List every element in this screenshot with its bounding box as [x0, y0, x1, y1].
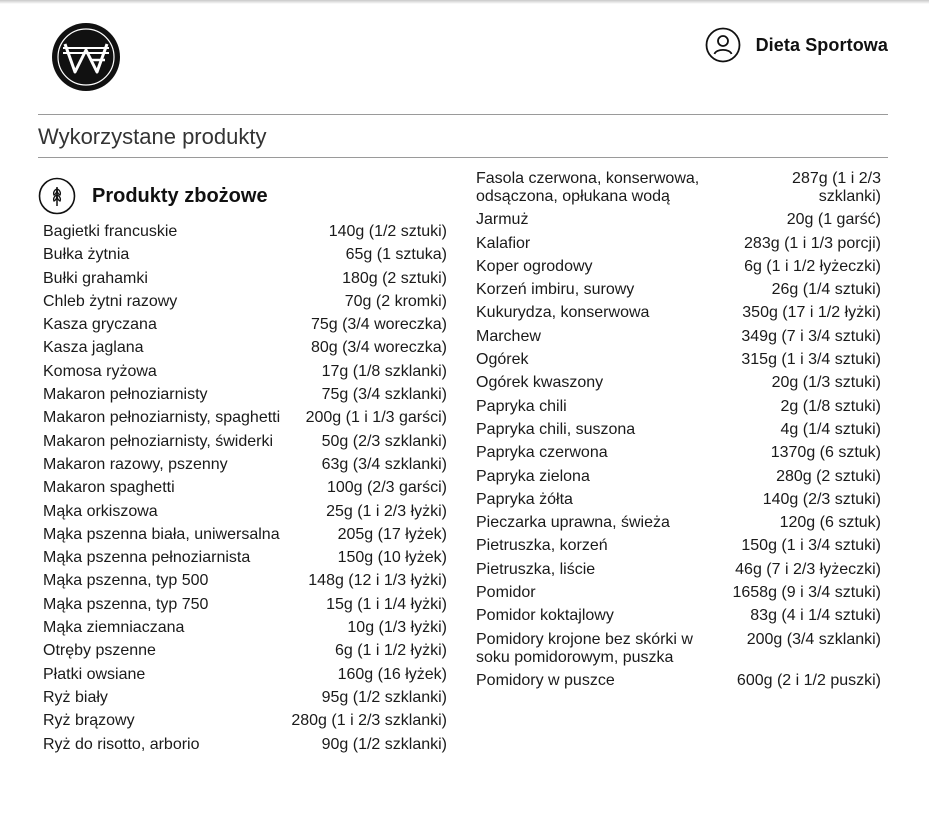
product-row: [43, 386, 447, 404]
product-name: Pomidor: [476, 584, 536, 602]
product-name: Makaron pełnoziarnisty, spaghetti: [43, 409, 281, 427]
product-name: Mąka ziemniaczana: [43, 619, 185, 637]
product-name: Pomidory krojone bez skórki w soku pomidorowym, puszka: [476, 630, 693, 666]
product-row: [476, 584, 881, 602]
product-quantity: 4g (1/4 sztuki): [780, 420, 881, 438]
product-quantity: 63g (3/4 szklanki): [321, 455, 447, 473]
product-row: [476, 304, 881, 322]
product-name: Otręby pszenne: [43, 642, 156, 660]
product-row: [476, 672, 881, 690]
product-quantity: 1370g (6 sztuk): [770, 444, 881, 462]
product-name: Mąka pszenna biała, uniwersalna: [43, 525, 280, 543]
product-name: Kukurydza, konserwowa: [476, 304, 650, 322]
product-quantity: 80g (3/4 woreczka): [310, 339, 447, 357]
product-row: [43, 433, 447, 451]
product-quantity: 6g (1 i 1/2 łyżeczki): [744, 257, 881, 275]
product-name: Bułki grahamki: [43, 269, 148, 287]
product-quantity: 65g (1 sztuka): [345, 246, 447, 264]
product-name: Papryka zielona: [476, 467, 590, 485]
product-quantity: 1658g (9 i 3/4 sztuki): [732, 584, 881, 602]
product-row: [476, 421, 881, 439]
product-name: Fasola czerwona, konserwowa, odsączona, opłukana wodą: [476, 170, 700, 205]
product-row: [476, 211, 881, 229]
product-row: [43, 479, 447, 497]
product-quantity: 20g (1/3 sztuki): [771, 374, 881, 392]
product-quantity: 283g (1 i 1/3 porcji): [744, 234, 881, 252]
product-quantity: 148g (12 i 1/3 łyżki): [308, 572, 447, 590]
product-quantity: 70g (2 kromki): [344, 292, 447, 310]
product-name: Makaron pełnoziarnisty, świderki: [43, 432, 274, 450]
product-row: [43, 736, 447, 754]
product-name: Papryka czerwona: [476, 444, 608, 462]
product-quantity: 100g (2/3 garści): [326, 479, 447, 497]
product-row: [43, 339, 447, 357]
product-name: Komosa ryżowa: [43, 362, 157, 380]
product-name: Korzeń imbiru, surowy: [476, 281, 635, 299]
product-quantity: 10g (1/3 łyżki): [347, 619, 447, 637]
product-quantity: 75g (3/4 woreczka): [310, 316, 447, 334]
product-name: Mąka pszenna, typ 750: [43, 595, 209, 613]
product-row: [43, 246, 447, 264]
category-header: [38, 177, 268, 215]
product-quantity: 200g (1 i 1/3 garści): [305, 409, 447, 427]
product-row: [43, 316, 447, 334]
product-name: Pietruszka, liście: [476, 560, 596, 578]
product-name: Bagietki francuskie: [43, 223, 178, 240]
product-name: Makaron pełnoziarnisty: [43, 386, 208, 404]
product-name: Ogórek: [476, 351, 529, 369]
divider-top: [38, 114, 888, 115]
product-name: Kasza jaglana: [43, 339, 144, 357]
right-product-list: [476, 170, 881, 695]
product-name: Koper ogrodowy: [476, 257, 593, 275]
product-name: Mąka pszenna, typ 500: [43, 572, 209, 590]
product-quantity: 50g (2/3 szklanki): [321, 432, 447, 450]
product-name: Chleb żytni razowy: [43, 292, 178, 310]
product-quantity: 20g (1 garść): [786, 211, 881, 229]
product-quantity: 280g (2 sztuki): [776, 467, 881, 485]
product-quantity: 46g (7 i 2/3 łyżeczki): [735, 560, 881, 578]
product-row: [43, 293, 447, 311]
wheat-icon: [38, 177, 76, 215]
product-quantity: 180g (2 sztuki): [342, 269, 447, 287]
product-row: [43, 409, 447, 427]
product-name: Kasza gryczana: [43, 316, 157, 334]
product-row: [43, 666, 447, 684]
left-product-list: [43, 223, 447, 759]
product-quantity: 160g (16 łyżek): [337, 665, 447, 683]
product-quantity: 25g (1 i 2/3 łyżki): [326, 502, 447, 520]
product-name: Papryka żółta: [476, 490, 573, 508]
divider-section: [38, 157, 888, 158]
category-title: Produkty zbożowe: [92, 184, 268, 207]
product-name: Jarmuż: [476, 211, 529, 229]
product-quantity: 140g (1/2 sztuki): [328, 223, 447, 240]
product-name: Płatki owsiane: [43, 665, 146, 683]
product-quantity: 200g (3/4 szklanki): [746, 630, 881, 648]
product-row: [476, 514, 881, 532]
product-name: Bułka żytnia: [43, 246, 130, 264]
product-quantity: 95g (1/2 szklanki): [321, 688, 447, 706]
product-quantity: 120g (6 sztuk): [779, 514, 881, 532]
product-quantity: 280g (1 i 2/3 szklanki): [291, 712, 447, 730]
product-row: [43, 712, 447, 730]
product-name: Mąka pszenna pełnoziarnista: [43, 549, 251, 567]
section-title: Wykorzystane produkty: [38, 124, 267, 149]
product-name: Makaron spaghetti: [43, 479, 175, 497]
brand-name[interactable]: Dieta Sportowa: [755, 34, 888, 55]
product-row: [43, 642, 447, 660]
top-shadow: [0, 0, 929, 4]
product-row: [476, 468, 881, 486]
product-row: [476, 444, 881, 462]
product-name: Pomidor koktajlowy: [476, 607, 614, 625]
product-row: [476, 170, 881, 206]
product-quantity: 2g (1/8 sztuki): [780, 397, 881, 415]
product-quantity: 15g (1 i 1/4 łyżki): [326, 595, 447, 613]
product-quantity: 150g (10 łyżek): [337, 549, 447, 567]
user-account-icon[interactable]: [705, 27, 741, 63]
product-name: Pieczarka uprawna, świeża: [476, 514, 670, 532]
product-row: [476, 631, 881, 667]
account-area[interactable]: [705, 27, 888, 63]
product-name: Ryż brązowy: [43, 712, 135, 730]
product-name: Marchew: [476, 327, 541, 345]
product-quantity: 205g (17 łyżek): [337, 525, 447, 543]
product-quantity: 350g (17 i 1/2 łyżki): [742, 304, 881, 322]
product-quantity: 26g (1/4 sztuki): [771, 281, 881, 299]
product-name: Kalafior: [476, 234, 531, 252]
product-name: Papryka chili, suszona: [476, 420, 636, 438]
product-quantity: 90g (1/2 szklanki): [321, 735, 447, 753]
product-name: Pietruszka, korzeń: [476, 537, 608, 555]
product-row: [43, 503, 447, 521]
product-quantity: 17g (1/8 szklanki): [321, 362, 447, 380]
product-row: [476, 561, 881, 579]
product-row: [43, 596, 447, 614]
product-name: Ogórek kwaszony: [476, 374, 604, 392]
wf-logo-icon[interactable]: [51, 22, 121, 92]
product-name: Makaron razowy, pszenny: [43, 455, 228, 473]
product-row: [43, 549, 447, 567]
product-row: [476, 374, 881, 392]
product-quantity: 75g (3/4 szklanki): [321, 386, 447, 404]
product-row: [476, 398, 881, 416]
product-row: [43, 572, 447, 590]
product-name: Pomidory w puszce: [476, 671, 615, 689]
product-quantity: 83g (4 i 1/4 sztuki): [750, 607, 881, 625]
product-row: [43, 456, 447, 474]
product-row: [476, 281, 881, 299]
product-row: [476, 351, 881, 369]
product-quantity: 6g (1 i 1/2 łyżki): [334, 642, 447, 660]
product-row: [43, 363, 447, 381]
product-name: Ryż biały: [43, 688, 108, 706]
product-row: [43, 619, 447, 637]
product-row: [476, 607, 881, 625]
product-row: [476, 235, 881, 253]
product-quantity: 600g (2 i 1/2 puszki): [736, 671, 881, 689]
product-row: [476, 328, 881, 346]
product-name: Papryka chili: [476, 397, 567, 415]
product-quantity: 349g (7 i 3/4 sztuki): [741, 327, 881, 345]
product-row: [43, 689, 447, 707]
product-quantity: 140g (2/3 sztuki): [762, 490, 881, 508]
product-row: [43, 526, 447, 544]
product-row: [476, 491, 881, 509]
product-quantity: 287g (1 i 2/3 szklanki): [792, 170, 881, 205]
product-row: [43, 223, 447, 241]
product-row: [43, 270, 447, 288]
product-quantity: 315g (1 i 3/4 sztuki): [741, 351, 881, 369]
product-quantity: 150g (1 i 3/4 sztuki): [741, 537, 881, 555]
product-row: [476, 537, 881, 555]
product-row: [476, 258, 881, 276]
product-name: Mąka orkiszowa: [43, 502, 158, 520]
product-name: Ryż do risotto, arborio: [43, 735, 200, 753]
